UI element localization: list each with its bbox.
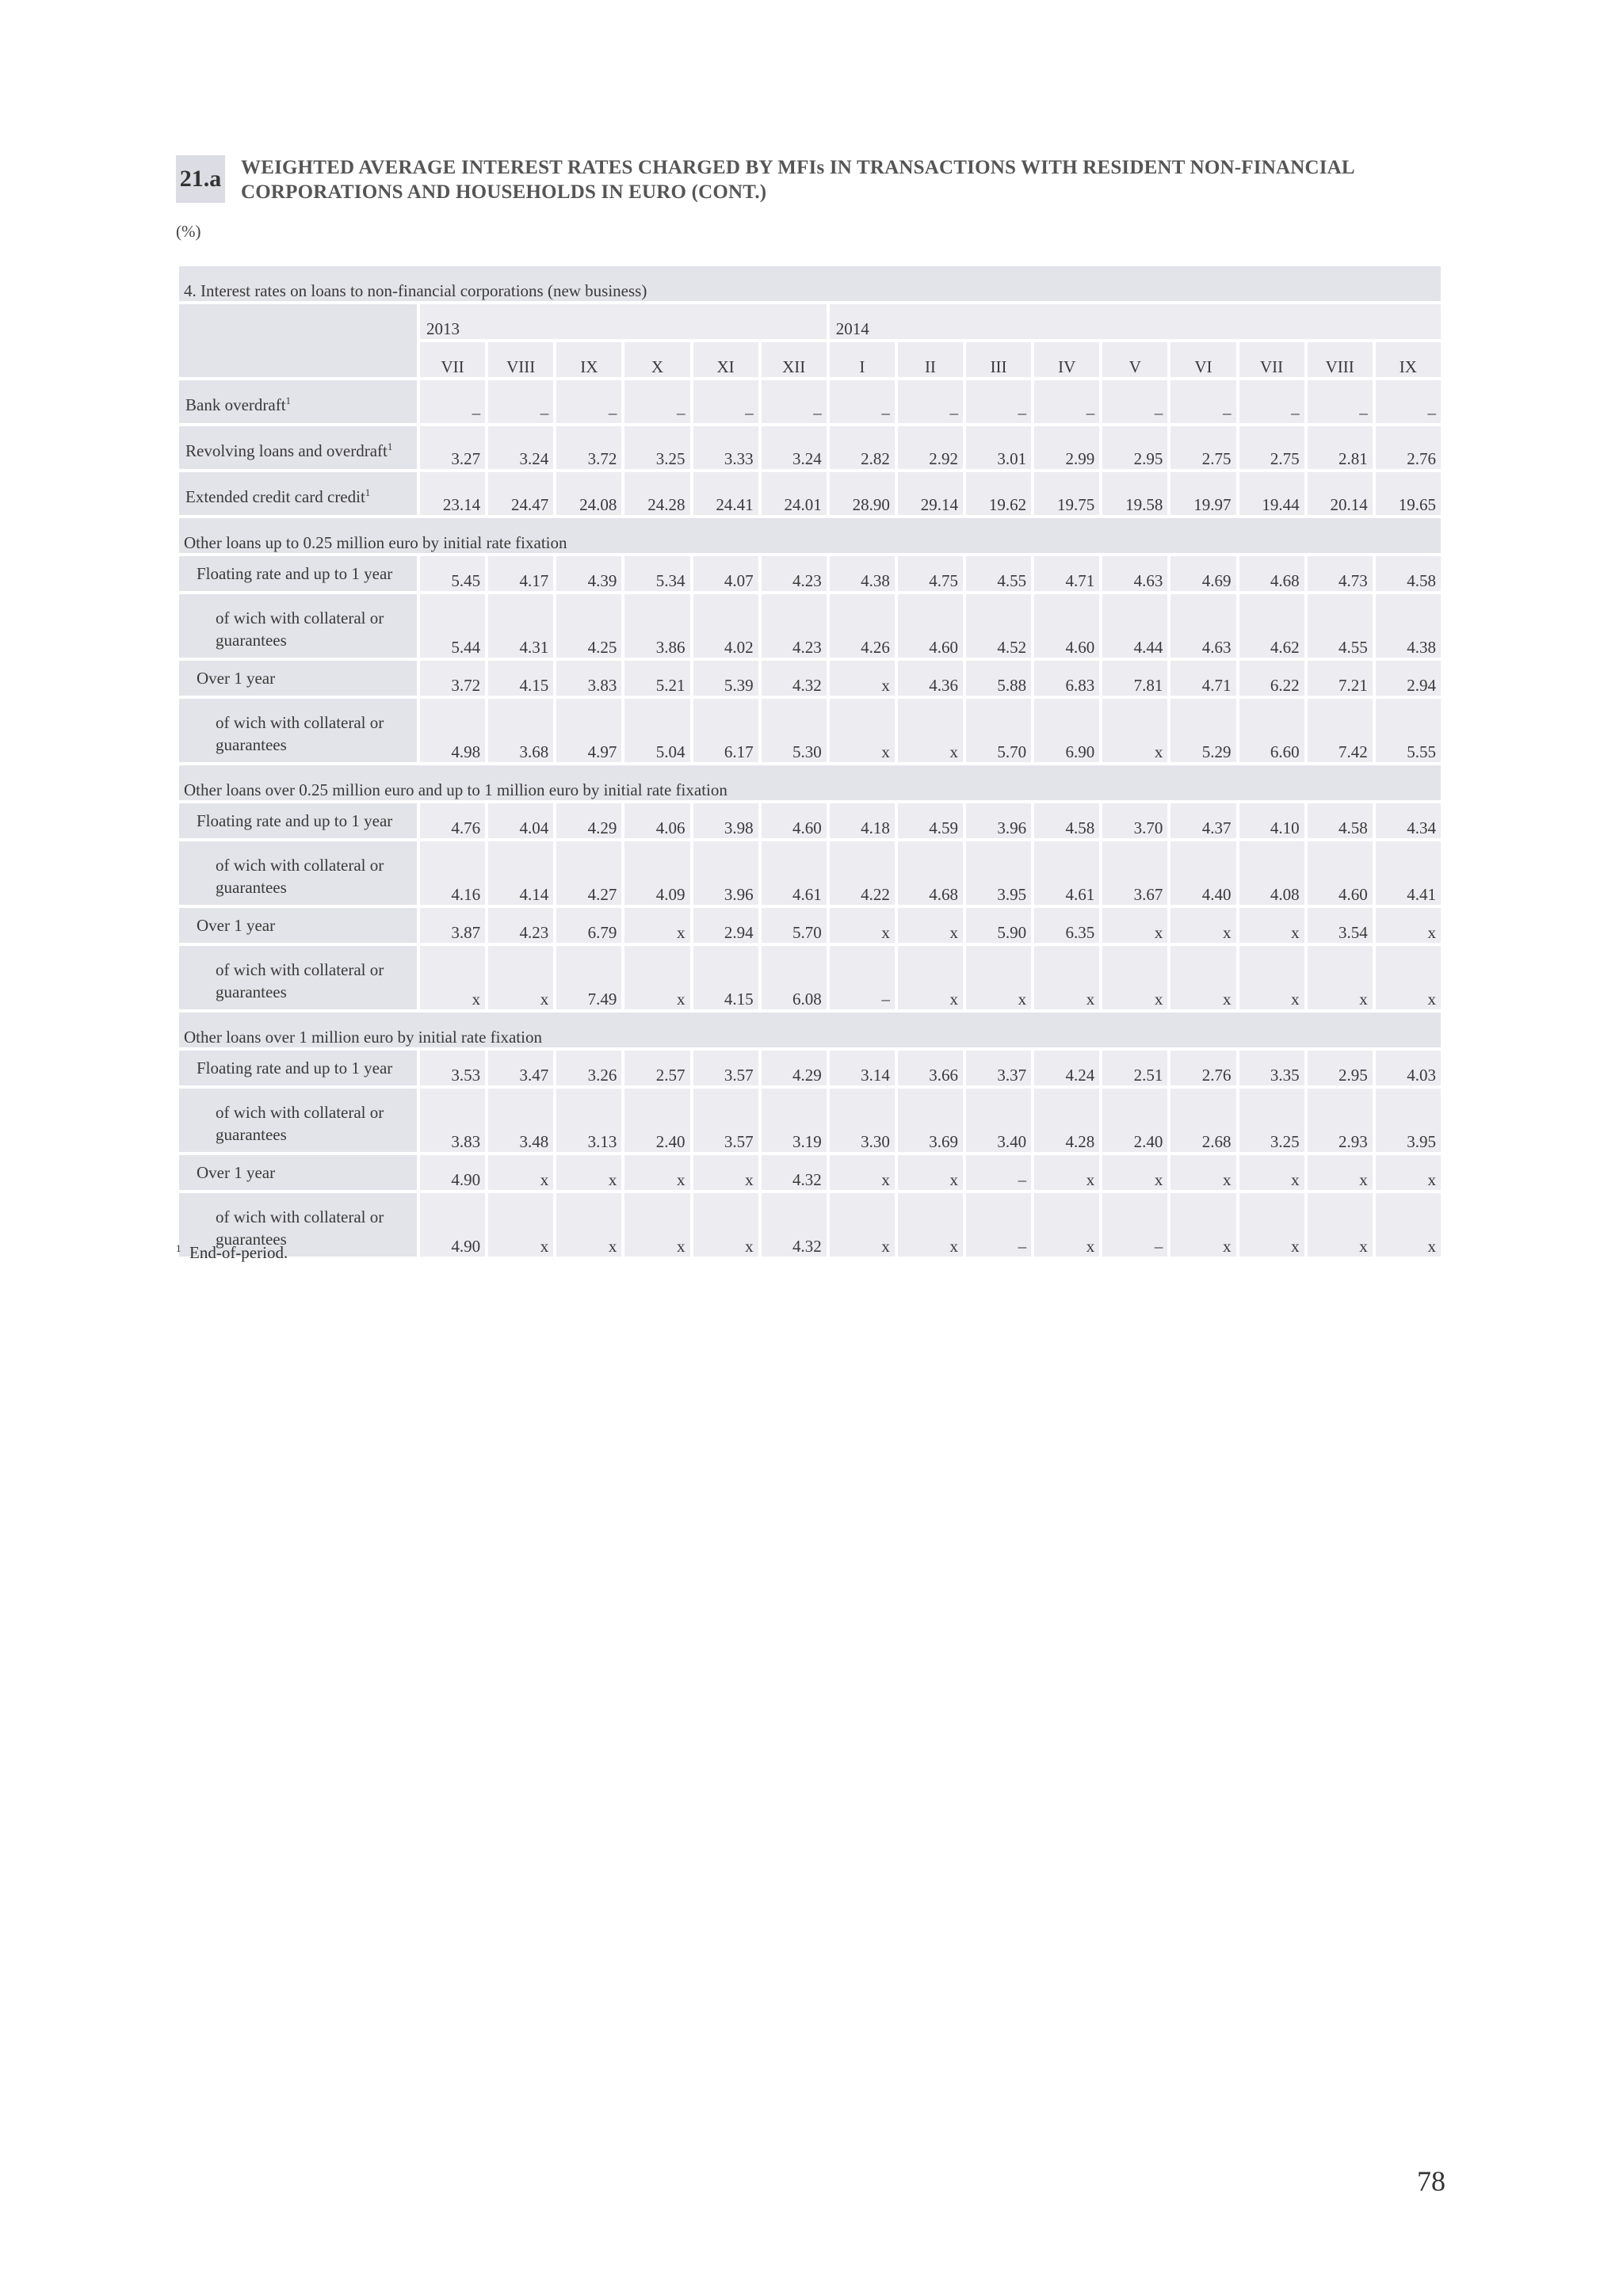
table-cell: 7.42 xyxy=(1308,699,1373,762)
table-cell: 2.76 xyxy=(1170,1051,1235,1085)
table-cell: 3.72 xyxy=(420,661,485,696)
table-cell: x xyxy=(1308,1155,1373,1190)
table-cell: – xyxy=(1102,1193,1167,1257)
table-cell: 4.32 xyxy=(762,1193,827,1257)
table-cell: 4.90 xyxy=(420,1193,485,1257)
table-cell: 4.37 xyxy=(1170,803,1235,838)
table-cell: – xyxy=(1102,380,1167,423)
footnote-ref: 1 xyxy=(285,395,292,406)
table-cell: 3.53 xyxy=(420,1051,485,1085)
table-cell: 3.24 xyxy=(762,426,827,469)
table-cell: 2.75 xyxy=(1239,426,1304,469)
table-cell: 20.14 xyxy=(1308,472,1373,515)
table-cell: 4.26 xyxy=(830,594,895,658)
table-cell: 4.60 xyxy=(898,594,963,658)
table-cell: 4.27 xyxy=(556,841,621,905)
table-cell: – xyxy=(1034,380,1099,423)
footnote-ref: 1 xyxy=(387,441,393,452)
table-cell: 19.65 xyxy=(1376,472,1441,515)
table-cell: 4.15 xyxy=(488,661,553,696)
table-row xyxy=(179,908,1441,943)
table-cell: – xyxy=(624,380,689,423)
table-cell: 3.95 xyxy=(966,841,1031,905)
table-row xyxy=(179,946,1441,1009)
table-cell: 4.60 xyxy=(1308,841,1373,905)
table-cell: 4.03 xyxy=(1376,1051,1441,1085)
table-cell: 4.23 xyxy=(488,908,553,943)
table-cell: 4.97 xyxy=(556,699,621,762)
table-cell: 3.83 xyxy=(420,1089,485,1152)
month-header: IX xyxy=(556,342,621,377)
table-cell: 6.90 xyxy=(1034,699,1099,762)
table-cell: 2.93 xyxy=(1308,1089,1373,1152)
month-header: IX xyxy=(1376,342,1441,377)
month-header: VII xyxy=(420,342,485,377)
interest-rates-table xyxy=(176,263,1444,1260)
row-label xyxy=(179,472,417,515)
table-cell: 3.25 xyxy=(624,426,689,469)
table-cell: – xyxy=(830,946,895,1009)
table-cell: 4.58 xyxy=(1376,556,1441,591)
group-title-row xyxy=(179,518,1441,553)
table-cell: 3.37 xyxy=(966,1051,1031,1085)
table-cell: – xyxy=(420,380,485,423)
table-cell: 4.55 xyxy=(1308,594,1373,658)
table-cell: – xyxy=(1308,380,1373,423)
table-cell: 4.07 xyxy=(693,556,758,591)
table-cell: 5.90 xyxy=(966,908,1031,943)
row-label-text: Revolving loans and overdraft xyxy=(185,441,388,460)
table-cell: 4.41 xyxy=(1376,841,1441,905)
row-label-text: Extended credit card credit xyxy=(185,487,365,506)
table-cell: 3.68 xyxy=(488,699,553,762)
month-header: VII xyxy=(1239,342,1304,377)
group-title-row xyxy=(179,765,1441,800)
table-cell: – xyxy=(693,380,758,423)
table-row xyxy=(179,426,1441,469)
table-cell: 7.21 xyxy=(1308,661,1373,696)
table-row xyxy=(179,803,1441,838)
table-cell: 4.17 xyxy=(488,556,553,591)
month-header: X xyxy=(624,342,689,377)
table-cell: – xyxy=(830,380,895,423)
table-row xyxy=(179,472,1441,515)
table-row xyxy=(179,1051,1441,1085)
table-cell: 4.16 xyxy=(420,841,485,905)
row-label: Over 1 year xyxy=(179,908,417,943)
table-cell: 5.44 xyxy=(420,594,485,658)
month-header: VIII xyxy=(1308,342,1373,377)
row-label: Over 1 year xyxy=(179,661,417,696)
table-cell: 2.95 xyxy=(1102,426,1167,469)
table-cell: 24.08 xyxy=(556,472,621,515)
table-cell: 5.70 xyxy=(762,908,827,943)
table-cell: – xyxy=(556,380,621,423)
table-cell: x xyxy=(1376,1155,1441,1190)
row-label: of wich with collateral or guarantees xyxy=(179,1193,417,1257)
table-cell: 19.62 xyxy=(966,472,1031,515)
table-cell: 4.29 xyxy=(556,803,621,838)
table-cell: 4.71 xyxy=(1034,556,1099,591)
table-cell: 4.59 xyxy=(898,803,963,838)
table-cell: 4.24 xyxy=(1034,1051,1099,1085)
table-cell: x xyxy=(898,908,963,943)
table-cell: 3.67 xyxy=(1102,841,1167,905)
table-cell: x xyxy=(1034,1155,1099,1190)
table-cell: 4.52 xyxy=(966,594,1031,658)
table-cell: x xyxy=(1034,946,1099,1009)
table-cell: x xyxy=(830,1155,895,1190)
unit-label: (%) xyxy=(176,222,201,241)
table-cell: 4.10 xyxy=(1239,803,1304,838)
row-label: Floating rate and up to 1 year xyxy=(179,1051,417,1085)
table-cell: 6.17 xyxy=(693,699,758,762)
table-cell: 3.95 xyxy=(1376,1089,1441,1152)
footnote-ref: 1 xyxy=(365,486,371,498)
table-cell: 3.96 xyxy=(966,803,1031,838)
table-cell: 5.45 xyxy=(420,556,485,591)
month-header: I xyxy=(830,342,895,377)
table-row xyxy=(179,841,1441,905)
table-cell: 19.58 xyxy=(1102,472,1167,515)
table-cell: x xyxy=(420,946,485,1009)
header-stub xyxy=(179,304,417,377)
page-number: 78 xyxy=(1417,2165,1445,2197)
month-header: IV xyxy=(1034,342,1099,377)
table-cell: x xyxy=(556,1193,621,1257)
row-label: of wich with collateral or guarantees xyxy=(179,841,417,905)
table-cell: 3.66 xyxy=(898,1051,963,1085)
table-cell: 2.51 xyxy=(1102,1051,1167,1085)
table-cell: 5.34 xyxy=(624,556,689,591)
table-cell: 4.38 xyxy=(1376,594,1441,658)
table-cell: 2.82 xyxy=(830,426,895,469)
table-cell: 6.79 xyxy=(556,908,621,943)
table-cell: x xyxy=(1308,946,1373,1009)
table-cell: 4.71 xyxy=(1170,661,1235,696)
row-label: of wich with collateral or guarantees xyxy=(179,1089,417,1152)
table-cell: 4.44 xyxy=(1102,594,1167,658)
table-cell: 4.55 xyxy=(966,556,1031,591)
table-cell: 29.14 xyxy=(898,472,963,515)
table-cell: 3.83 xyxy=(556,661,621,696)
table-cell: 3.19 xyxy=(762,1089,827,1152)
table-cell: x xyxy=(1034,1193,1099,1257)
table-cell: 2.76 xyxy=(1376,426,1441,469)
table-cell: x xyxy=(556,1155,621,1190)
group-title: Other loans over 1 million euro by initial rate fixation xyxy=(179,1013,1441,1047)
table-cell: 3.72 xyxy=(556,426,621,469)
table-cell: x xyxy=(830,699,895,762)
table-cell: x xyxy=(1102,699,1167,762)
table-cell: x xyxy=(693,1155,758,1190)
table-cell: 4.63 xyxy=(1102,556,1167,591)
table-cell: 4.36 xyxy=(898,661,963,696)
section-title-row xyxy=(179,266,1441,301)
table-cell: 3.57 xyxy=(693,1051,758,1085)
table-row xyxy=(179,380,1441,423)
table-cell: 24.01 xyxy=(762,472,827,515)
table-cell: x xyxy=(488,1155,553,1190)
table-cell: 4.32 xyxy=(762,1155,827,1190)
table-cell: 5.21 xyxy=(624,661,689,696)
table-cell: 5.55 xyxy=(1376,699,1441,762)
table-cell: 2.68 xyxy=(1170,1089,1235,1152)
year-2013: 2013 xyxy=(420,304,827,339)
row-label xyxy=(179,426,417,469)
table-cell: 3.69 xyxy=(898,1089,963,1152)
table-cell: 3.87 xyxy=(420,908,485,943)
table-cell: x xyxy=(1170,908,1235,943)
table-cell: 2.81 xyxy=(1308,426,1373,469)
table-cell: 4.39 xyxy=(556,556,621,591)
table-cell: x xyxy=(1170,1193,1235,1257)
table-cell: x xyxy=(1239,1193,1304,1257)
table-cell: x xyxy=(693,1193,758,1257)
table-cell: 2.94 xyxy=(1376,661,1441,696)
month-header: XII xyxy=(762,342,827,377)
table-cell: – xyxy=(1170,380,1235,423)
table-cell: 3.33 xyxy=(693,426,758,469)
table-cell: 3.70 xyxy=(1102,803,1167,838)
table-cell: 3.25 xyxy=(1239,1089,1304,1152)
group-title: Other loans over 0.25 million euro and up to 1 million euro by initial rate fixation xyxy=(179,765,1441,800)
table-cell: 3.96 xyxy=(693,841,758,905)
month-header: III xyxy=(966,342,1031,377)
table-cell: 2.40 xyxy=(1102,1089,1167,1152)
table-cell: 5.29 xyxy=(1170,699,1235,762)
table-cell: 4.34 xyxy=(1376,803,1441,838)
table-cell: 6.83 xyxy=(1034,661,1099,696)
table-cell: 24.41 xyxy=(693,472,758,515)
table-cell: 2.95 xyxy=(1308,1051,1373,1085)
table-cell: 24.28 xyxy=(624,472,689,515)
table-cell: 19.44 xyxy=(1239,472,1304,515)
table-cell: – xyxy=(966,1155,1031,1190)
table-cell: x xyxy=(1102,946,1167,1009)
month-header: VIII xyxy=(488,342,553,377)
table-cell: x xyxy=(898,946,963,1009)
group-title: Other loans up to 0.25 million euro by initial rate fixation xyxy=(179,518,1441,553)
month-header: V xyxy=(1102,342,1167,377)
table-cell: 28.90 xyxy=(830,472,895,515)
section-title: 4. Interest rates on loans to non-financial corporations (new business) xyxy=(179,266,1441,301)
table-cell: 4.23 xyxy=(762,594,827,658)
table-cell: 2.94 xyxy=(693,908,758,943)
table-cell: – xyxy=(1239,380,1304,423)
table-cell: – xyxy=(1376,380,1441,423)
table-cell: x xyxy=(830,661,895,696)
table-cell: x xyxy=(966,946,1031,1009)
table-cell: – xyxy=(488,380,553,423)
row-label xyxy=(179,380,417,423)
table-cell: 4.38 xyxy=(830,556,895,591)
table-cell: 2.40 xyxy=(624,1089,689,1152)
group-title-row xyxy=(179,1013,1441,1047)
table-cell: 4.31 xyxy=(488,594,553,658)
table-cell: 4.68 xyxy=(898,841,963,905)
table-cell: x xyxy=(1239,946,1304,1009)
table-cell: 3.35 xyxy=(1239,1051,1304,1085)
table-cell: 3.57 xyxy=(693,1089,758,1152)
table-cell: 4.98 xyxy=(420,699,485,762)
table-cell: 5.70 xyxy=(966,699,1031,762)
table-cell: 4.60 xyxy=(762,803,827,838)
table-title: WEIGHTED AVERAGE INTEREST RATES CHARGED BY MFIs IN TRANSACTIONS WITH RESIDENT NON-FINANCIAL CORPORATIONS AND HOUSEHOLDS IN EURO (CONT.) xyxy=(241,157,1354,203)
table-cell: 2.92 xyxy=(898,426,963,469)
table-row xyxy=(179,1089,1441,1152)
table-cell: 6.60 xyxy=(1239,699,1304,762)
row-label: of wich with collateral or guarantees xyxy=(179,946,417,1009)
table-cell: 4.23 xyxy=(762,556,827,591)
table-cell: x xyxy=(1170,1155,1235,1190)
table-cell: 4.08 xyxy=(1239,841,1304,905)
table-cell: 4.76 xyxy=(420,803,485,838)
table-number-badge: 21.a xyxy=(176,155,225,203)
table-cell: x xyxy=(1102,1155,1167,1190)
table-cell: 3.13 xyxy=(556,1089,621,1152)
table-cell: 6.22 xyxy=(1239,661,1304,696)
table-cell: – xyxy=(966,1193,1031,1257)
row-label: Over 1 year xyxy=(179,1155,417,1190)
row-label-text: Bank overdraft xyxy=(185,395,286,414)
table-cell: x xyxy=(488,1193,553,1257)
table-cell: x xyxy=(1376,908,1441,943)
table-cell: 4.06 xyxy=(624,803,689,838)
table-cell: x xyxy=(1239,1155,1304,1190)
table-row xyxy=(179,556,1441,591)
table-cell: x xyxy=(1308,1193,1373,1257)
table-cell: 4.09 xyxy=(624,841,689,905)
table-cell: 4.61 xyxy=(762,841,827,905)
table-cell: x xyxy=(1376,946,1441,1009)
table-cell: 3.30 xyxy=(830,1089,895,1152)
table-cell: 3.24 xyxy=(488,426,553,469)
table-cell: – xyxy=(762,380,827,423)
table-row xyxy=(179,661,1441,696)
table-cell: 4.29 xyxy=(762,1051,827,1085)
table-cell: 3.54 xyxy=(1308,908,1373,943)
table-cell: 7.49 xyxy=(556,946,621,1009)
table-cell: x xyxy=(1239,908,1304,943)
table-cell: – xyxy=(898,380,963,423)
row-label: of wich with collateral or guarantees xyxy=(179,594,417,658)
table-cell: 6.08 xyxy=(762,946,827,1009)
year-2014: 2014 xyxy=(830,304,1441,339)
table-cell: 23.14 xyxy=(420,472,485,515)
table-cell: 5.30 xyxy=(762,699,827,762)
year-header-row xyxy=(179,304,1441,339)
table-cell: 4.22 xyxy=(830,841,895,905)
table-cell: 3.47 xyxy=(488,1051,553,1085)
table-cell: 4.02 xyxy=(693,594,758,658)
table-cell: x xyxy=(624,1155,689,1190)
table-cell: 3.14 xyxy=(830,1051,895,1085)
table-cell: – xyxy=(966,380,1031,423)
table-cell: 3.86 xyxy=(624,594,689,658)
month-header: II xyxy=(898,342,963,377)
table-cell: 3.27 xyxy=(420,426,485,469)
table-cell: 3.01 xyxy=(966,426,1031,469)
table-cell: x xyxy=(898,1155,963,1190)
table-cell: 3.40 xyxy=(966,1089,1031,1152)
table-cell: 4.18 xyxy=(830,803,895,838)
table-cell: 4.73 xyxy=(1308,556,1373,591)
table-cell: 6.35 xyxy=(1034,908,1099,943)
table-cell: 4.61 xyxy=(1034,841,1099,905)
table-cell: x xyxy=(624,908,689,943)
table-cell: 3.98 xyxy=(693,803,758,838)
table-cell: 5.39 xyxy=(693,661,758,696)
table-cell: 4.90 xyxy=(420,1155,485,1190)
table-cell: x xyxy=(830,1193,895,1257)
row-label: Floating rate and up to 1 year xyxy=(179,803,417,838)
row-label: of wich with collateral or guarantees xyxy=(179,699,417,762)
table-cell: x xyxy=(898,699,963,762)
table-row xyxy=(179,1155,1441,1190)
table-cell: 4.60 xyxy=(1034,594,1099,658)
table-cell: 2.75 xyxy=(1170,426,1235,469)
table-cell: 4.69 xyxy=(1170,556,1235,591)
table-cell: 4.28 xyxy=(1034,1089,1099,1152)
table-row xyxy=(179,1193,1441,1257)
table-cell: 3.48 xyxy=(488,1089,553,1152)
table-cell: 2.99 xyxy=(1034,426,1099,469)
footnote xyxy=(176,1242,288,1263)
footnote-text: End-of-period. xyxy=(189,1243,288,1262)
table-cell: x xyxy=(624,946,689,1009)
table-cell: 4.63 xyxy=(1170,594,1235,658)
month-header: VI xyxy=(1170,342,1235,377)
table-cell: x xyxy=(1102,908,1167,943)
table-cell: 4.40 xyxy=(1170,841,1235,905)
table-cell: 2.57 xyxy=(624,1051,689,1085)
table-cell: 4.75 xyxy=(898,556,963,591)
table-cell: 4.58 xyxy=(1308,803,1373,838)
table-cell: 7.81 xyxy=(1102,661,1167,696)
table-row xyxy=(179,699,1441,762)
table-cell: x xyxy=(830,908,895,943)
table-cell: 5.88 xyxy=(966,661,1031,696)
table-cell: 19.97 xyxy=(1170,472,1235,515)
table-cell: 4.68 xyxy=(1239,556,1304,591)
table-cell: x xyxy=(488,946,553,1009)
table-row xyxy=(179,594,1441,658)
table-cell: 3.26 xyxy=(556,1051,621,1085)
table-cell: 4.62 xyxy=(1239,594,1304,658)
table-cell: 19.75 xyxy=(1034,472,1099,515)
table-cell: 4.25 xyxy=(556,594,621,658)
table-cell: 4.58 xyxy=(1034,803,1099,838)
table-cell: 5.04 xyxy=(624,699,689,762)
row-label: Floating rate and up to 1 year xyxy=(179,556,417,591)
table-cell: x xyxy=(624,1193,689,1257)
footnote-mark: 1 xyxy=(176,1242,181,1254)
table-cell: 4.04 xyxy=(488,803,553,838)
table-cell: 24.47 xyxy=(488,472,553,515)
table-cell: 4.32 xyxy=(762,661,827,696)
table-cell: 4.15 xyxy=(693,946,758,1009)
table-cell: x xyxy=(898,1193,963,1257)
table-cell: x xyxy=(1376,1193,1441,1257)
table-cell: x xyxy=(1170,946,1235,1009)
table-cell: 4.14 xyxy=(488,841,553,905)
month-header: XI xyxy=(693,342,758,377)
